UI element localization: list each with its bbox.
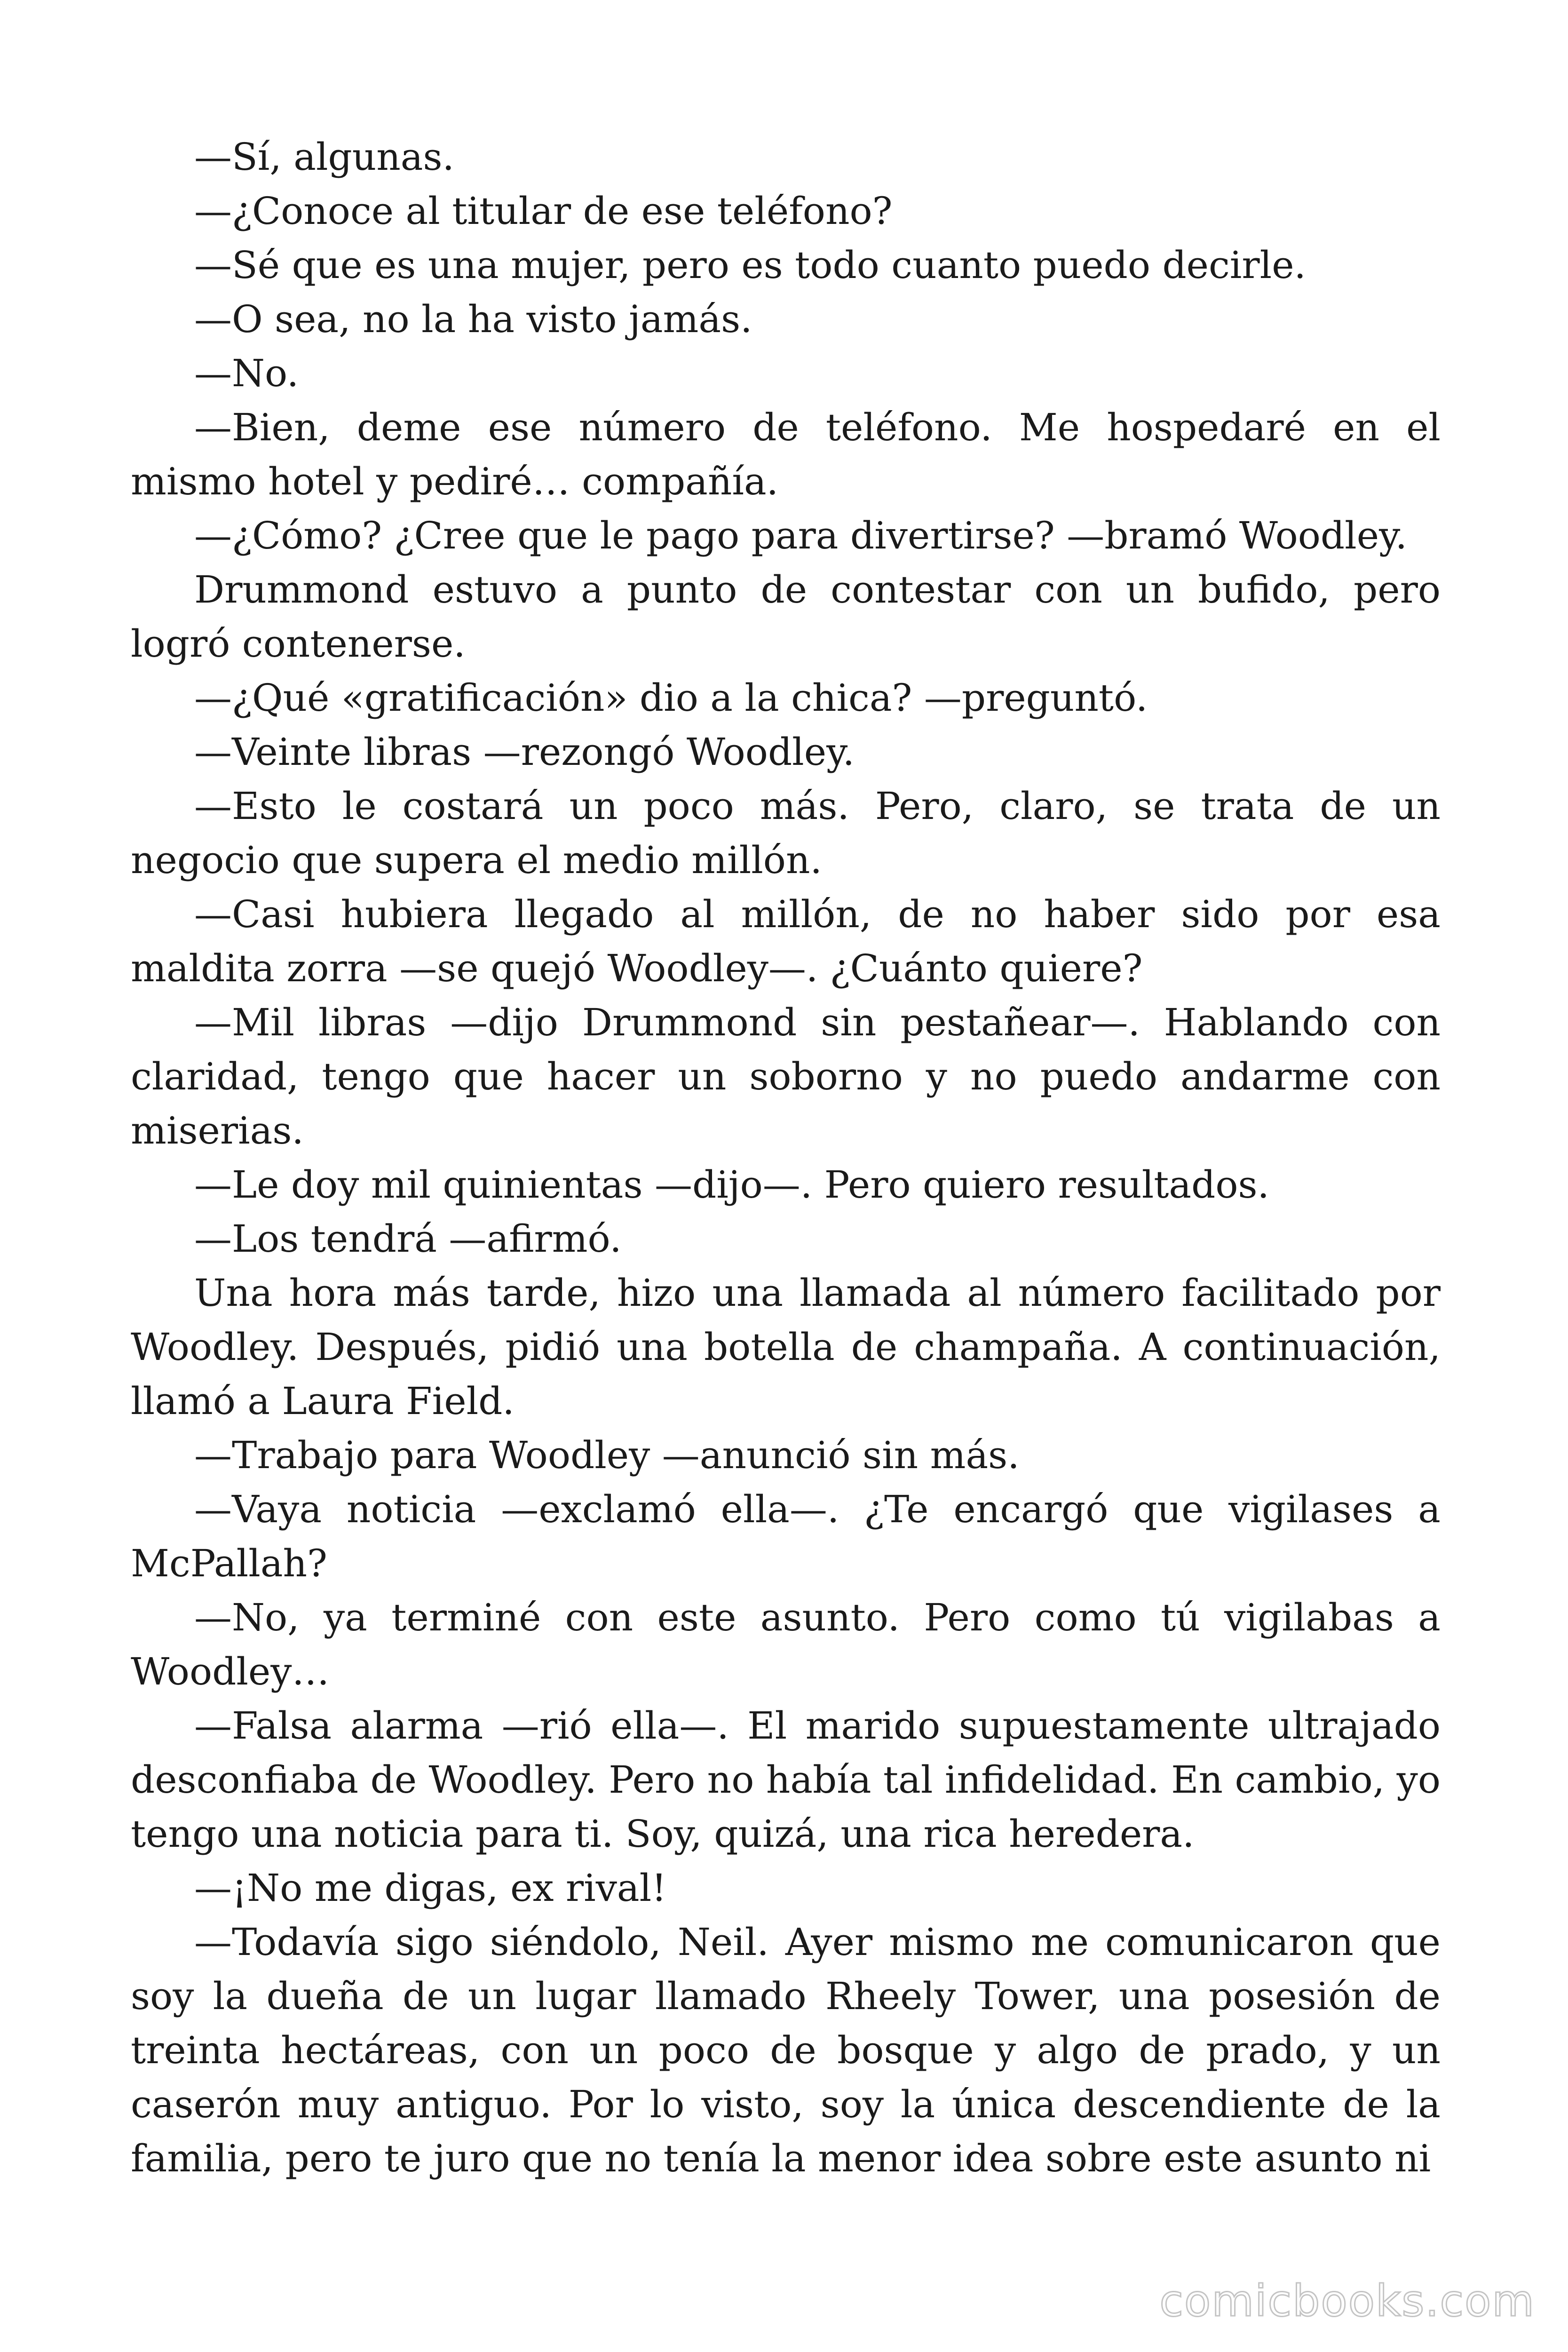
paragraph: —Sé que es una mujer, pero es todo cuanto puedo decirle. [194,243,1306,287]
paragraph: —O sea, no la ha visto jamás. [194,297,752,341]
watermark: comicbooks.com [1159,2276,1535,2326]
paragraph: —Veinte libras —rezongó Woodley. [194,730,855,774]
paragraph: —No. [194,351,299,395]
paragraph: —Casi hubiera llegado al millón, de no haber sido por esa maldita zorra —se quejó Woodley—. ¿Cuánto quiere? [131,892,1441,990]
paragraph: —¿Conoce al titular de ese teléfono? [194,189,893,233]
paragraph: —¿Qué «gratificación» dio a la chica? —preguntó. [194,676,1148,720]
paragraph: —Los tendrá —afirmó. [194,1217,622,1261]
paragraph: —Todavía sigo siéndolo, Neil. Ayer mismo me comunicaron que soy la dueña de un lugar llamado Rheely Tower, una posesión de treinta hectáreas, con un poco de bosque y algo de prado, y un caserón muy antiguo. Por lo visto, soy la única descendiente de la familia, pero te juro que no tenía la menor idea sobre este asunto ni [131,1920,1441,2180]
paragraph: —Esto le costará un poco más. Pero, claro, se trata de un negocio que supera el medio millón. [131,784,1441,882]
paragraph: —Bien, deme ese número de teléfono. Me hospedaré en el mismo hotel y pediré… compañía. [131,405,1441,503]
paragraph: —Sí, algunas. [194,135,454,179]
paragraph: Drummond estuvo a punto de contestar con un bufido, pero logró contenerse. [131,568,1441,666]
paragraph: —Mil libras —dijo Drummond sin pestañear—. Hablando con claridad, tengo que hacer un soborno y no puedo andarme con miserias. [131,1001,1441,1152]
paragraph: —Le doy mil quinientas —dijo—. Pero quiero resultados. [194,1163,1269,1207]
paragraph: —Falsa alarma —rió ella—. El marido supuestamente ultrajado desconfiaba de Woodley. Pero no había tal infidelidad. En cambio, yo tengo una noticia para ti. Soy, quizá, una rica heredera. [131,1704,1441,1856]
book-page-text [131,130,1441,2185]
paragraph: —Vaya noticia —exclamó ella—. ¿Te encargó que vigilases a McPallah? [131,1487,1441,1585]
paragraph: —Trabajo para Woodley —anunció sin más. [194,1433,1020,1477]
paragraph: Una hora más tarde, hizo una llamada al número facilitado por Woodley. Después, pidió una botella de champaña. A continuación, llamó a Laura Field. [131,1271,1441,1423]
paragraph: —No, ya terminé con este asunto. Pero como tú vigilabas a Woodley… [131,1596,1441,1693]
paragraph: —¿Cómo? ¿Cree que le pago para divertirse? —bramó Woodley. [194,514,1408,557]
paragraph: —¡No me digas, ex rival! [194,1866,667,1910]
